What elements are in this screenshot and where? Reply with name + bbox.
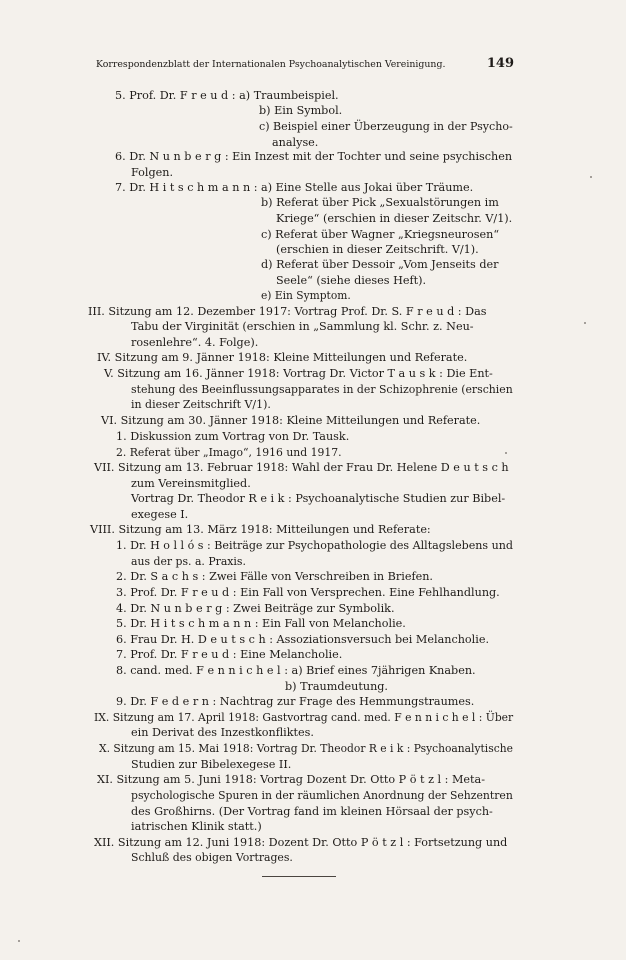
text-line: XI. Sitzung am 5. Juni 1918: Vortrag Dozent Dr. Otto P ö t z l : Meta- [97,773,486,786]
text-line: 9. Dr. F e d e r n : Nachtrag zur Frage des Hemmungstraumes. [116,695,475,708]
text-line: des Großhirns. (Der Vortrag fand im kleinen Hörsaal der psych- [131,805,493,818]
text-line: 8. cand. med. F e n n i c h e l : a) Brief eines 7jährigen Knaben. [116,664,476,677]
text-line: 7. Dr. H i t s c h m a n n : a) Eine Stelle aus Jokai über Träume. [115,181,474,194]
text-line: V. Sitzung am 16. Jänner 1918: Vortrag Dr. Victor T a u s k : Die Ent- [104,367,493,380]
page-number: 149 [486,56,514,71]
text-line: Tabu der Virginität (erschien in „Sammlung kl. Schr. z. Neu- [131,320,474,333]
text-line: 5. Prof. Dr. F r e u d : a) Traumbeispiel. [115,89,339,102]
text-line: III. Sitzung am 12. Dezember 1917: Vortrag Prof. Dr. S. F r e u d : Das [88,305,487,318]
text-line: 6. Frau Dr. H. D e u t s c h : Assoziationsversuch bei Melancholie. [116,633,490,646]
text-line: 7. Prof. Dr. F r e u d : Eine Melancholie. [116,648,343,661]
text-line: c) Beispiel einer Überzeugung in der Psycho- [259,120,513,133]
text-line: 5. Dr. H i t s c h m a n n : Ein Fall von Melancholie. [116,617,406,630]
text-line: in dieser Zeitschrift V/1). [131,398,271,411]
text-line: Vortrag Dr. Theodor R e i k : Psychoanalytische Studien zur Bibel- [131,492,506,505]
text-line: ein Derivat des Inzestkonfliktes. [131,726,314,739]
text-line: analyse. [272,136,319,149]
text-line: stehung des Beeinflussungsapparates in der Schizophrenie (erschien [131,383,513,396]
text-line: VII. Sitzung am 13. Februar 1918: Wahl der Frau Dr. Helene D e u t s c h [94,461,509,474]
text-line: 2. Dr. S a c h s : Zwei Fälle von Verschreiben in Briefen. [116,570,433,583]
text-line: psychologische Spuren in der räumlichen Anordnung der Sehzentren [131,789,513,802]
text-line: Kriege“ (erschien in dieser Zeitschr. V/1). [276,212,513,225]
text-line: zum Vereinsmitglied. [131,477,251,490]
text-line: Folgen. [131,166,174,179]
text-line: Seele“ (siehe dieses Heft). [276,274,427,287]
text-line: IX. Sitzung am 17. April 1918: Gastvortrag cand. med. F e n n i c h e l : Über [94,711,514,724]
text-line: e) Ein Symptom. [261,289,351,302]
text-line: Schluß des obigen Vortrages. [131,851,293,864]
journal-title: Korrespondenzblatt der Internationalen Psychoanalytischen Vereinigung. [96,59,446,70]
text-line: VIII. Sitzung am 13. März 1918: Mitteilungen und Referate: [90,523,431,536]
text-line: VI. Sitzung am 30. Jänner 1918: Kleine Mitteilungen und Referate. [101,414,481,427]
text-line: exegese I. [131,508,189,521]
text-line: aus der ps. a. Praxis. [131,555,246,568]
section-divider [262,876,336,877]
text-line: Studien zur Bibelexegese II. [131,758,292,771]
paper-speck [18,940,20,942]
text-line: 4. Dr. N u n b e r g : Zwei Beiträge zur Symbolik. [116,602,395,615]
text-line: d) Referat über Dessoir „Vom Jenseits der [261,258,499,271]
paper-speck [584,322,586,324]
text-line: (erschien in dieser Zeitschrift. V/1). [276,243,479,256]
text-line: b) Referat über Pick „Sexualstörungen im [261,196,499,209]
text-line: rosenlehre“. 4. Folge). [131,336,259,349]
text-line: 3. Prof. Dr. F r e u d : Ein Fall von Versprechen. Eine Fehlhandlung. [116,586,500,599]
text-line: b) Traumdeutung. [285,680,388,693]
text-line: c) Referat über Wagner „Kriegsneurosen“ [261,228,500,241]
paper-speck [505,452,507,454]
text-line: b) Ein Symbol. [259,104,343,117]
text-line: 2. Referat über „Imago“, 1916 und 1917. [116,446,342,459]
text-line: 1. Dr. H o l l ó s : Beiträge zur Psychopathologie des Alltagslebens und [116,539,514,552]
text-line: XII. Sitzung am 12. Juni 1918: Dozent Dr. Otto P ö t z l : Fortsetzung und [94,836,508,849]
text-line: IV. Sitzung am 9. Jänner 1918: Kleine Mitteilungen und Referate. [97,351,468,364]
text-line: X. Sitzung am 15. Mai 1918: Vortrag Dr. Theodor R e i k : Psychoanalytische [99,742,513,755]
paper-speck [590,176,592,178]
text-line: 1. Diskussion zum Vortrag von Dr. Tausk. [116,430,350,443]
text-line: iatrischen Klinik statt.) [131,820,262,833]
text-line: 6. Dr. N u n b e r g : Ein Inzest mit der Tochter und seine psychischen [115,150,513,163]
